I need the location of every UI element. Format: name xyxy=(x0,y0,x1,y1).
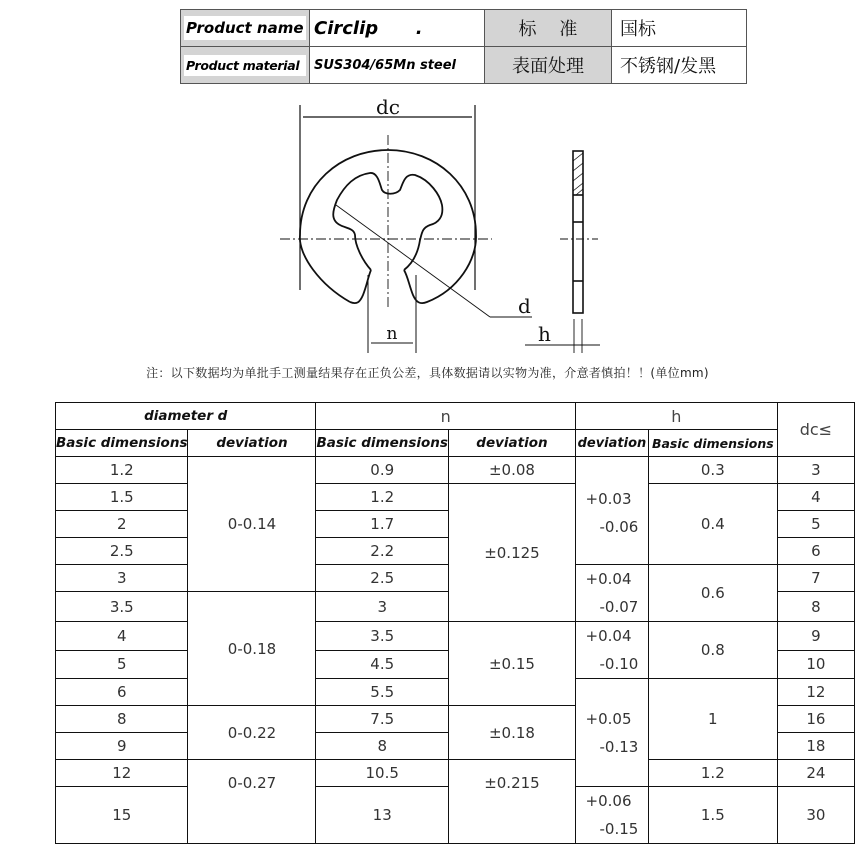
dc-cell: 12 xyxy=(777,679,854,706)
dc-cell: 6 xyxy=(777,538,854,565)
dc-cell: 18 xyxy=(777,733,854,760)
h-deviation-cell xyxy=(575,787,648,844)
dc-cell: 24 xyxy=(777,760,854,787)
n-basic-cell: 4.5 xyxy=(316,650,448,679)
d-basic-cell: 4 xyxy=(56,622,188,651)
h-basic-cell: 0.6 xyxy=(648,565,777,622)
d-deviation-cell: 0-0.27 xyxy=(188,760,316,844)
h-deviation-cell xyxy=(575,565,648,622)
d-basic-cell: 2 xyxy=(56,511,188,538)
d-basic-cell: 9 xyxy=(56,733,188,760)
d-basic-cell: 1.5 xyxy=(56,484,188,511)
n-basic-cell: 2.2 xyxy=(316,538,448,565)
n-basic-cell: 3.5 xyxy=(316,622,448,651)
h-basic-cell: 1 xyxy=(648,679,777,760)
product-material-label-cell xyxy=(181,47,310,84)
dc-cell: 16 xyxy=(777,706,854,733)
h-dev-plus: +0.05 xyxy=(585,709,632,728)
d-basic-cell: 2.5 xyxy=(56,538,188,565)
h-basic-cell: 1.2 xyxy=(648,760,777,787)
dc-cell: 8 xyxy=(777,592,854,622)
d-deviation-cell: 0-0.14 xyxy=(188,457,316,592)
spec-row-material xyxy=(181,47,747,84)
n-basic-cell: 13 xyxy=(316,787,448,844)
standard-value: 国标 xyxy=(612,10,747,47)
d-basic-cell: 8 xyxy=(56,706,188,733)
n-basic-cell: 3 xyxy=(316,592,448,622)
d-basic-cell: 15 xyxy=(56,787,188,844)
h-dev-minus: -0.10 xyxy=(599,655,639,673)
product-material-label: Product material xyxy=(184,55,306,76)
n-label: n xyxy=(386,324,398,344)
header-d-basic: Basic dimensions xyxy=(56,430,188,457)
dc-cell: 5 xyxy=(777,511,854,538)
product-name-label: Product name xyxy=(184,16,306,40)
d-deviation-cell: 0-0.18 xyxy=(188,592,316,706)
h-dev-plus: +0.04 xyxy=(585,570,632,588)
h-dev-minus: -0.15 xyxy=(599,820,639,838)
header-h-deviation: deviation xyxy=(575,430,648,457)
table-row xyxy=(56,484,855,511)
d-basic-cell: 12 xyxy=(56,760,188,787)
h-basic-cell: 1.5 xyxy=(648,787,777,844)
n-deviation-cell: ±0.15 xyxy=(448,622,575,706)
dc-label: dc xyxy=(375,95,401,119)
h-deviation-cell xyxy=(575,679,648,787)
product-name-label-cell xyxy=(181,10,310,47)
h-dev-minus: -0.06 xyxy=(599,518,639,536)
n-deviation-cell: ±0.215 xyxy=(448,760,575,844)
table-row xyxy=(56,457,855,484)
table-row xyxy=(56,622,855,651)
header-row-1 xyxy=(56,403,855,430)
header-h: h xyxy=(575,403,777,430)
surface-treatment-value: 不锈钢/发黑 xyxy=(612,47,747,84)
n-basic-cell: 0.9 xyxy=(316,457,448,484)
n-basic-cell: 1.7 xyxy=(316,511,448,538)
dc-cell: 9 xyxy=(777,622,854,651)
h-basic-cell: 0.4 xyxy=(648,484,777,565)
n-basic-cell: 8 xyxy=(316,733,448,760)
dc-cell: 10 xyxy=(777,650,854,679)
header-row-2 xyxy=(56,430,855,457)
header-n-basic: Basic dimensions xyxy=(316,430,448,457)
n-basic-cell: 1.2 xyxy=(316,484,448,511)
d-basic-cell: 1.2 xyxy=(56,457,188,484)
h-basic-cell: 0.3 xyxy=(648,457,777,484)
n-deviation-cell: ±0.18 xyxy=(448,706,575,760)
header-n: n xyxy=(316,403,575,430)
table-row xyxy=(56,760,855,787)
product-name-value: Circlip . xyxy=(310,10,485,47)
dc-cell: 3 xyxy=(777,457,854,484)
dimension-table xyxy=(55,402,855,844)
spec-row-name xyxy=(181,10,747,47)
d-basic-cell: 3 xyxy=(56,565,188,592)
circlip-technical-drawing xyxy=(270,95,610,360)
d-basic-cell: 5 xyxy=(56,650,188,679)
product-spec-table xyxy=(180,9,747,84)
n-basic-cell: 2.5 xyxy=(316,565,448,592)
product-material-value: SUS304/65Mn steel xyxy=(310,47,485,84)
header-d-deviation: deviation xyxy=(188,430,316,457)
dc-cell: 4 xyxy=(777,484,854,511)
side-view-body xyxy=(573,151,583,313)
dc-cell: 30 xyxy=(777,787,854,844)
h-dev-plus: +0.06 xyxy=(585,792,632,810)
header-diameter-d: diameter d xyxy=(56,403,316,430)
h-deviation-cell xyxy=(575,622,648,679)
d-deviation-cell: 0-0.22 xyxy=(188,706,316,760)
h-dev-plus: +0.04 xyxy=(585,627,632,645)
n-basic-cell: 5.5 xyxy=(316,679,448,706)
n-deviation-cell: ±0.08 xyxy=(448,457,575,484)
h-dev-plus: +0.03 xyxy=(585,490,632,508)
h-basic-cell: 0.8 xyxy=(648,622,777,679)
header-h-basic: Basic dimensions xyxy=(648,430,777,457)
standard-label: 标 准 xyxy=(485,10,612,47)
n-basic-cell: 10.5 xyxy=(316,760,448,787)
measurement-note: 注：以下数据均为单批手工测量结果存在正负公差，具体数据请以实物为准，介意者慎拍！！(单位mm) xyxy=(146,366,709,380)
h-dev-minus: -0.13 xyxy=(599,737,639,756)
h-label: h xyxy=(538,322,551,346)
h-deviation-cell xyxy=(575,457,648,565)
d-basic-cell: 3.5 xyxy=(56,592,188,622)
header-dc: dc≤ xyxy=(777,403,854,457)
header-n-deviation: deviation xyxy=(448,430,575,457)
dc-cell: 7 xyxy=(777,565,854,592)
h-dev-minus: -0.07 xyxy=(599,598,639,616)
side-view-hatching xyxy=(573,153,583,195)
n-basic-cell: 7.5 xyxy=(316,706,448,733)
surface-treatment-label: 表面处理 xyxy=(485,47,612,84)
d-basic-cell: 6 xyxy=(56,679,188,706)
d-label: d xyxy=(518,294,531,318)
n-deviation-cell: ±0.125 xyxy=(448,484,575,622)
